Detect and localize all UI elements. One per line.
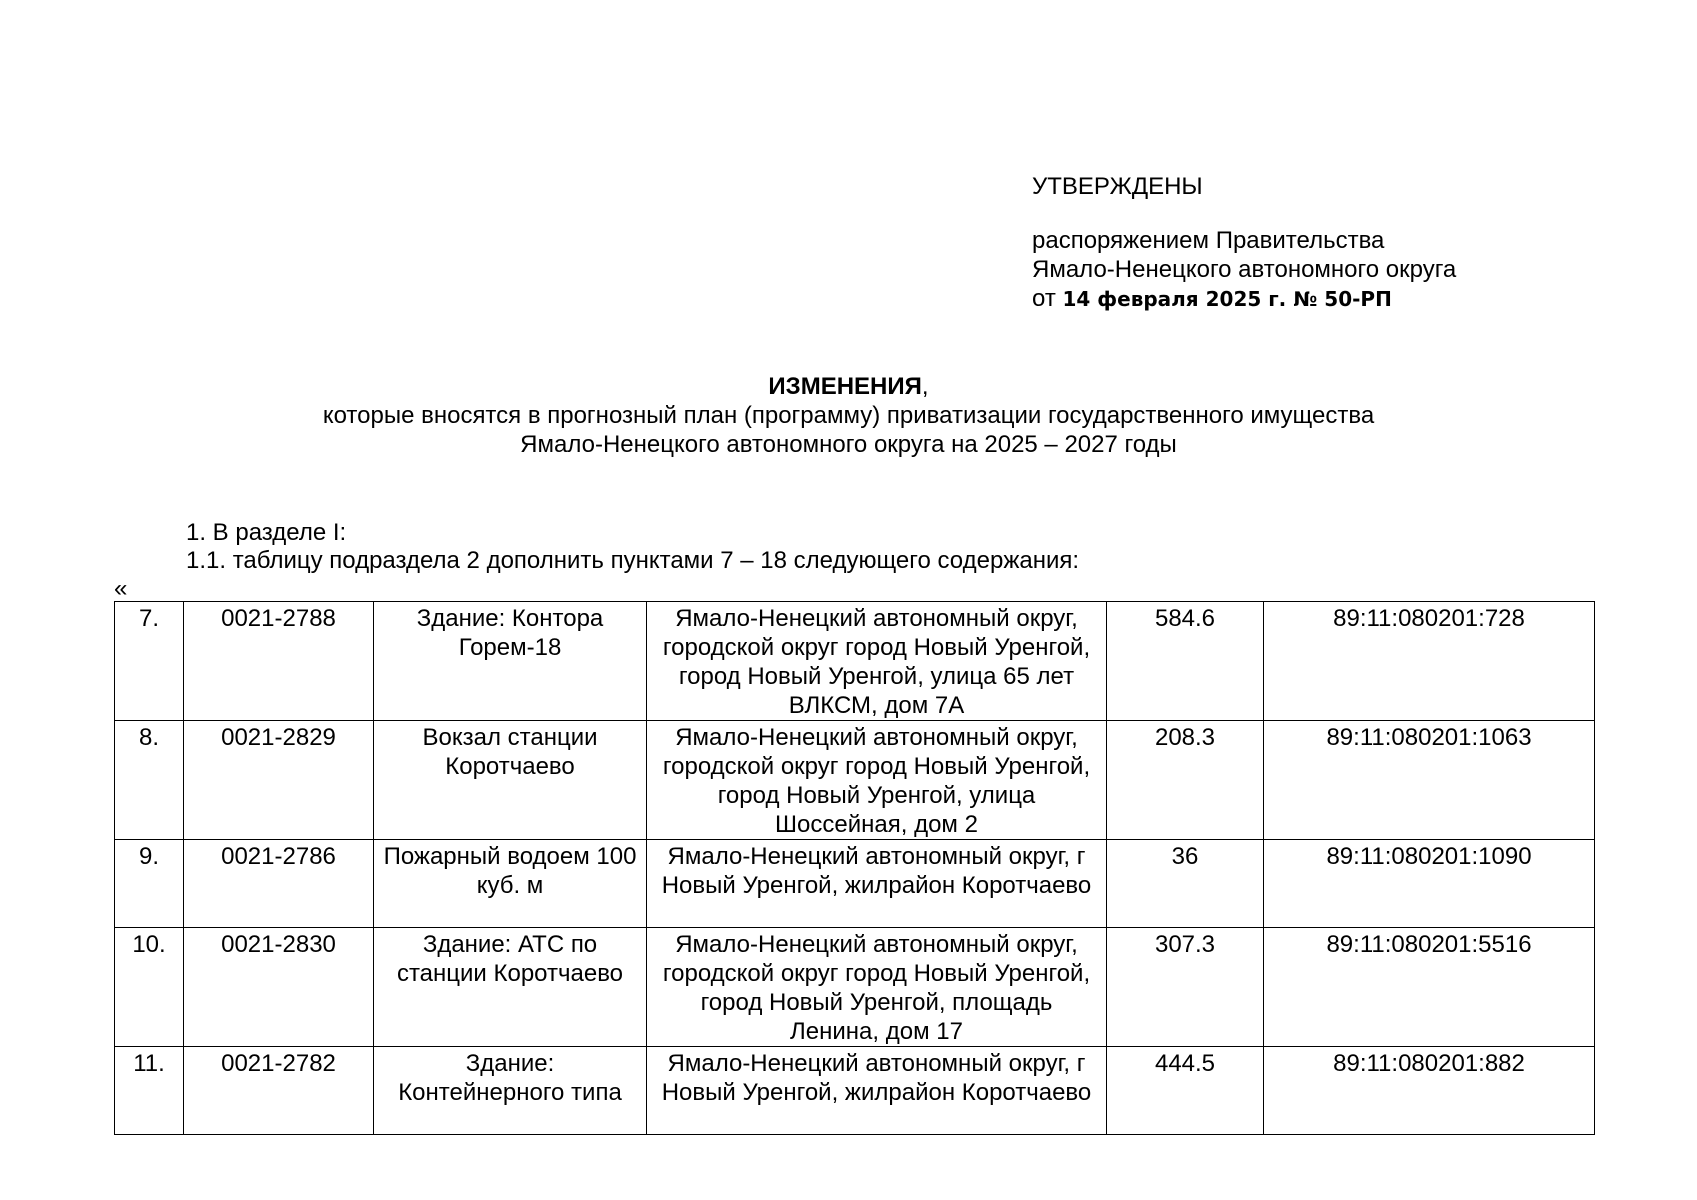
object-name: Здание: Контейнерного типа <box>374 1047 647 1135</box>
table-row <box>115 928 1595 1047</box>
table-row <box>115 840 1595 928</box>
object-name: Здание: Контора Горем-18 <box>374 602 647 721</box>
inventory-code: 0021-2788 <box>184 602 374 721</box>
paragraph-1: 1. В разделе I: <box>186 519 347 546</box>
cadastral-number: 89:11:080201:1090 <box>1264 840 1595 928</box>
object-name: Вокзал станции Коротчаево <box>374 721 647 840</box>
document-heading <box>0 372 1697 459</box>
object-name: Пожарный водоем 100 куб. м <box>374 840 647 928</box>
object-area: 307.3 <box>1107 928 1264 1047</box>
row-number: 8. <box>115 721 184 840</box>
subtitle-line-1: которые вносятся в прогнозный план (программу) приватизации государственного имущества <box>322 402 1375 429</box>
table-row <box>115 721 1595 840</box>
approval-date-line <box>1032 284 1456 314</box>
opening-quote: « <box>114 575 128 602</box>
cadastral-number: 89:11:080201:728 <box>1264 602 1595 721</box>
inventory-code: 0021-2829 <box>184 721 374 840</box>
object-address: Ямало-Ненецкий автономный округ, городской округ город Новый Уренгой, город Новый Уренгой, улица Шоссейная, дом 2 <box>647 721 1107 840</box>
cadastral-number: 89:11:080201:882 <box>1264 1047 1595 1135</box>
approval-line-1: распоряжением Правительства <box>1032 227 1385 254</box>
cadastral-number: 89:11:080201:5516 <box>1264 928 1595 1047</box>
date-prefix: от <box>1032 285 1056 312</box>
approved-label: УТВЕРЖДЕНЫ <box>1032 173 1203 200</box>
title-comma: , <box>921 373 929 400</box>
paragraph-1-1: 1.1. таблицу подраздела 2 дополнить пунктами 7 – 18 следующего содержания: <box>186 547 1080 574</box>
table-row <box>115 602 1595 721</box>
row-number: 7. <box>115 602 184 721</box>
approval-date: 14 февраля 2025 г. № 50-РП <box>1062 287 1392 311</box>
object-address: Ямало-Ненецкий автономный округ, городской округ город Новый Уренгой, город Новый Уренгой, площадь Ленина, дом 17 <box>647 928 1107 1047</box>
property-table <box>114 601 1595 1135</box>
row-number: 11. <box>115 1047 184 1135</box>
approval-block <box>1032 172 1456 314</box>
inventory-code: 0021-2830 <box>184 928 374 1047</box>
object-area: 444.5 <box>1107 1047 1264 1135</box>
cadastral-number: 89:11:080201:1063 <box>1264 721 1595 840</box>
subtitle-line-2: Ямало-Ненецкого автономного округа на 2025 – 2027 годы <box>520 431 1177 458</box>
object-area: 208.3 <box>1107 721 1264 840</box>
object-address: Ямало-Ненецкий автономный округ, г Новый Уренгой, жилрайон Коротчаево <box>647 1047 1107 1135</box>
object-address: Ямало-Ненецкий автономный округ, г Новый Уренгой, жилрайон Коротчаево <box>647 840 1107 928</box>
inventory-code: 0021-2786 <box>184 840 374 928</box>
table-row <box>115 1047 1595 1135</box>
approval-line-2: Ямало-Ненецкого автономного округа <box>1032 256 1457 283</box>
object-address: Ямало-Ненецкий автономный округ, городской округ город Новый Уренгой, город Новый Уренгой, улица 65 лет ВЛКСМ, дом 7А <box>647 602 1107 721</box>
inventory-code: 0021-2782 <box>184 1047 374 1135</box>
row-number: 9. <box>115 840 184 928</box>
object-area: 36 <box>1107 840 1264 928</box>
object-area: 584.6 <box>1107 602 1264 721</box>
object-name: Здание: АТС по станции Коротчаево <box>374 928 647 1047</box>
row-number: 10. <box>115 928 184 1047</box>
title-line <box>0 372 1697 401</box>
document-title: ИЗМЕНЕНИЯ <box>768 373 922 400</box>
